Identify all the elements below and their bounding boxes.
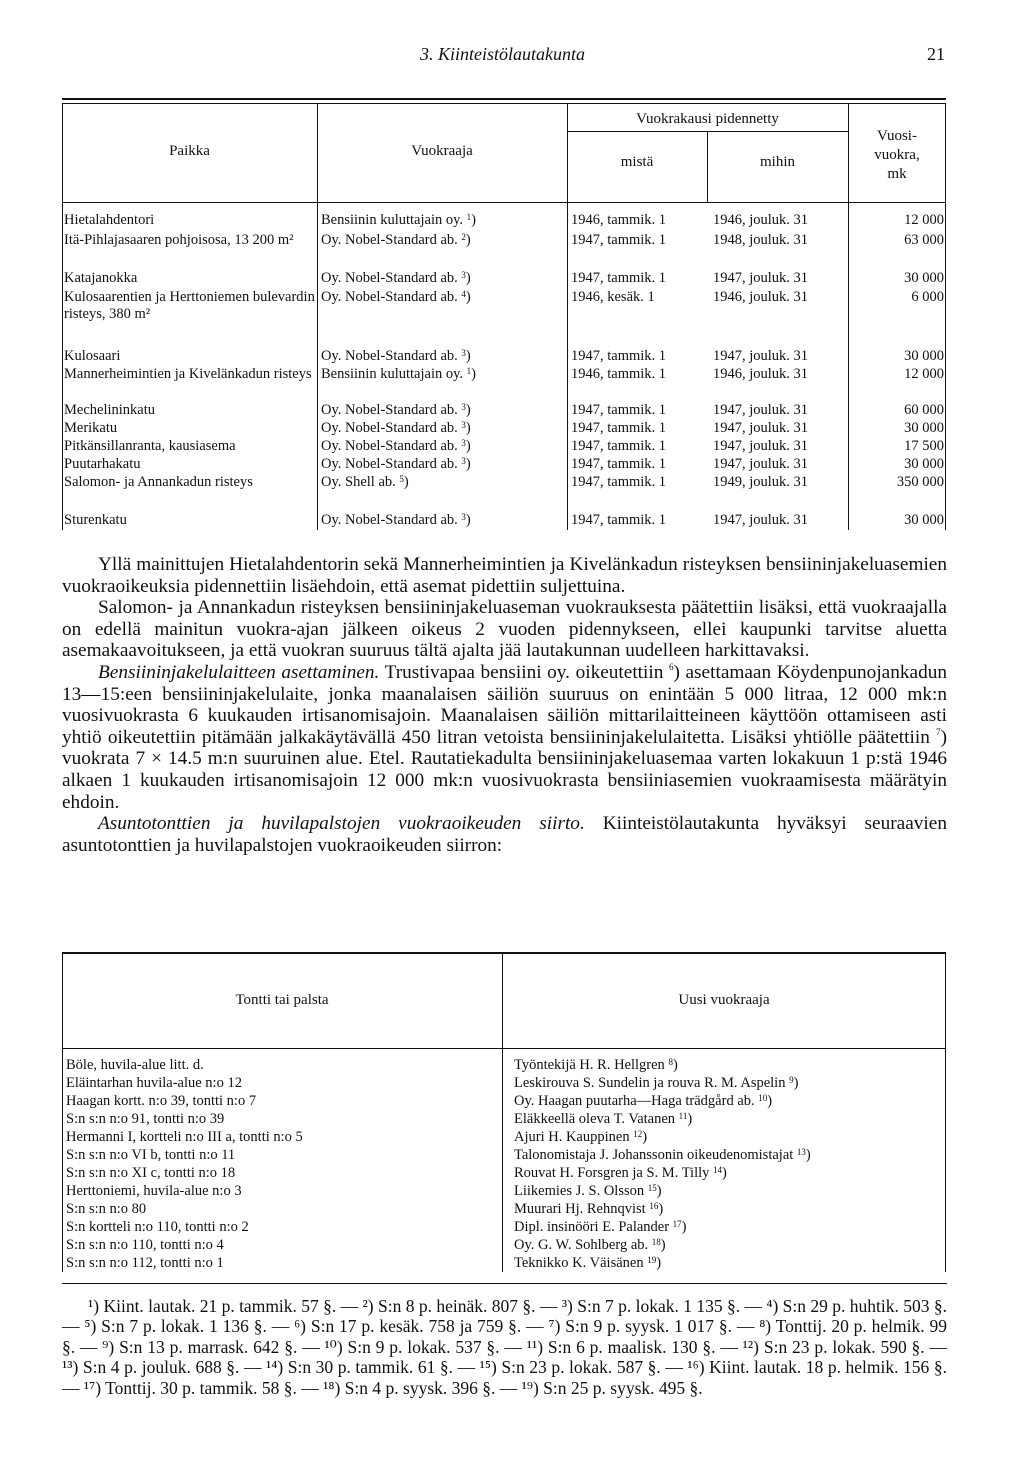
paragraph: Asuntotonttien ja huvilapalstojen vuokraoikeuden siirto. Kiinteistölautakunta hyväksyi seuraavien asuntotonttien ja huvilapalstojen vuokraoikeuden siirron: [62,813,947,856]
cell-tenant: Oy. Nobel-Standard ab. $^3$) [321,348,471,364]
cell-from: 1947, tammik. 1 [571,420,667,436]
cell-tenant: Teknikko K. Väisänen $^{19}$) [514,1255,662,1271]
cell-place: Sturenkatu [64,512,127,528]
cell-plot: Eläintarhan huvila-alue n:o 12 [66,1075,242,1091]
cell-plot: Hermanni I, kortteli n:o III a, tontti n:o 5 [66,1129,303,1145]
cell-from: 1947, tammik. 1 [571,348,667,364]
cell-rent: 12 000 [904,366,944,382]
cell-tenant: Oy. Nobel-Standard ab. $^3$) [321,402,471,418]
cell-place: Pitkänsillanranta, kausiasema [64,438,236,454]
cell-plot: S:n s:n n:o 80 [66,1201,147,1217]
cell-tenant: Talonomistaja J. Johanssonin oikeudenomistajat $^{13}$) [514,1147,811,1163]
cell-to: 1946, jouluk. 31 [713,289,809,305]
cell-tenant: Oy. Nobel-Standard ab. $^3$) [321,270,471,286]
body-text [62,554,947,856]
cell-tenant: Muurari Hj. Rehnqvist $^{16}$) [514,1201,664,1217]
cell-from: 1947, tammik. 1 [571,402,667,418]
cell-tenant: Ajuri H. Kauppinen $^{12}$) [514,1129,648,1145]
cell-plot: S:n s:n n:o 91, tontti n:o 39 [66,1111,225,1127]
cell-rent: 12 000 [904,212,944,228]
header-rent [848,127,946,184]
cell-from: 1947, tammik. 1 [571,232,667,248]
cell-to: 1947, jouluk. 31 [713,402,809,418]
paragraph: Salomon- ja Annankadun risteyksen bensiininjakeluaseman vuokrauksesta päätettiin lisäksi, että vuokraajalla on edellä mainitun vuokra-ajan jälkeen oikeus 2 vuoden pidennykseen, ellei kaupunki tarvitse aluetta asemakaavoitukseen, ja että vuokran suuruus tältä ajalta jää lautakunnan uudelleen harkittavaksi. [62,597,947,662]
cell-to: 1947, jouluk. 31 [713,348,809,364]
cell-tenant: Rouvat H. Forsgren ja S. M. Tilly $^{14}$) [514,1165,727,1181]
cell-plot: S:n s:n n:o XI c, tontti n:o 18 [66,1165,236,1181]
header-plot: Tontti tai palsta [235,992,329,1008]
footnote-separator [62,1283,947,1284]
paragraph: Bensiininjakelulaitteen asettaminen. Trustivapaa bensiini oy. oikeutettiin $^6$) asettamaan Köydenpunojankadun 13—15:een bensiininjakelulaite, jonka maanalaisen säiliön suuruus on enintään 5 000 litraa, 12 000 mk:n vuosivuokrasta 6 kuukauden irtisanomisajoin. Maanalaisen säiliön mittarilaitteineen käyttöön ottamiseen asti yhtiö oikeutettiin pitämään jalkakäytävällä 450 litran vetoista bensiininjakelulaitetta. Lisäksi yhtiölle päätettiin $^7$) vuokrata 7 × 14.5 m:n suuruinen alue. Etel. Rautatiekadulta bensiininjakeluasemaa varten lokakuun 1 p:stä 1946 alkaen 1 kuukauden irtisanomisajoin 12 000 mk:n vuosivuokrasta bensiiniasemien vuokraamisesta määrätyin ehdoin. [62,661,947,813]
header-extended: Vuokrakausi pidennetty [636,111,779,127]
cell-from: 1947, tammik. 1 [571,474,667,490]
cell-plot: S:n s:n n:o 112, tontti n:o 1 [66,1255,224,1271]
cell-tenant: Oy. Nobel-Standard ab. $^2$) [321,232,471,248]
cell-place: Salomon- ja Annankadun risteys [64,474,253,490]
section-title: 3. Kiinteistölautakunta [420,44,585,64]
cell-place: Kulosaarentien ja Herttoniemen bulevardin risteys, 380 m² [64,289,315,322]
lease-transfer-table [62,952,946,1272]
cell-rent: 30 000 [904,512,944,528]
cell-to: 1947, jouluk. 31 [713,456,809,472]
header-rent-line3: mk [887,166,907,182]
cell-place: Puutarhakatu [64,456,141,472]
header-tenant: Vuokraaja [411,143,473,159]
cell-rent: 60 000 [904,402,944,418]
cell-to: 1947, jouluk. 31 [713,270,809,286]
cell-to: 1947, jouluk. 31 [713,420,809,436]
header-rent-line1: Vuosi- [877,128,917,144]
cell-tenant: Liikemies J. S. Olsson $^{15}$) [514,1183,662,1199]
cell-to: 1948, jouluk. 31 [713,232,809,248]
lease-extension-table [62,98,946,530]
paragraph-heading: Bensiininjakelulaitteen asettaminen. [98,661,380,683]
cell-to: 1946, jouluk. 31 [713,212,809,228]
cell-place: Mannerheimintien ja Kivelänkadun risteys [64,366,312,382]
cell-from: 1947, tammik. 1 [571,512,667,528]
cell-rent: 30 000 [904,420,944,436]
cell-place: Katajanokka [64,270,138,286]
header-from: mistä [620,154,654,170]
running-header [60,44,945,68]
cell-plot: S:n s:n n:o 110, tontti n:o 4 [66,1237,224,1253]
cell-tenant: Bensiinin kuluttajain oy. $^1$) [321,366,477,382]
page-number: 21 [927,44,945,64]
cell-rent: 17 500 [904,438,944,454]
cell-plot: S:n kortteli n:o 110, tontti n:o 2 [66,1219,249,1235]
cell-place: Hietalahdentori [64,212,155,228]
cell-tenant: Oy. Nobel-Standard ab. $^3$) [321,456,471,472]
cell-plot: Böle, huvila-alue litt. d. [66,1057,204,1073]
cell-from: 1947, tammik. 1 [571,270,667,286]
footnote-text: ¹) Kiint. lautak. 21 p. tammik. 57 §. — ²) S:n 8 p. heinäk. 807 §. — ³) S:n 7 p. lokak. 1 135 §. — ⁴) S:n 29 p. huhtik. 503 §. — ⁵) S:n 7 p. lokak. 1 136 §. — ⁶) S:n 17 p. kesäk. 758 ja 759 §. — ⁷) S:n 9 p. syysk. 1 017 §. — ⁸) Tonttij. 20 p. helmik. 99 §. — ⁹) S:n 13 p. marrask. 642 §. — ¹⁰) S:n 9 p. lokak. 537 §. — ¹¹) S:n 6 p. maalisk. 130 §. — ¹²) S:n 23 p. lokak. 590 §. — ¹³) S:n 4 p. jouluk. 688 §. — ¹⁴) S:n 30 p. tammik. 61 §. — ¹⁵) S:n 23 p. lokak. 587 §. — ¹⁶) Kiint. lautak. 18 p. helmik. 156 §. — ¹⁷) Tonttij. 30 p. tammik. 58 §. — ¹⁸) S:n 4 p. syysk. 396 §. — ¹⁹) S:n 25 p. syysk. 495 §. [62,1296,947,1398]
cell-plot: Herttoniemi, huvila-alue n:o 3 [66,1183,242,1199]
cell-place: Mechelininkatu [64,402,156,418]
footnotes [62,1296,947,1398]
cell-place: Kulosaari [64,348,121,364]
cell-plot: Haagan kortt. n:o 39, tontti n:o 7 [66,1093,257,1109]
cell-tenant: Oy. Haagan puutarha—Haga trädgård ab. $^{10}$) [514,1093,773,1109]
cell-to: 1949, jouluk. 31 [713,474,809,490]
cell-place: Merikatu [64,420,118,436]
cell-rent: 6 000 [911,289,944,305]
cell-from: 1947, tammik. 1 [571,438,667,454]
cell-tenant: Oy. Shell ab. $^5$) [321,474,409,490]
cell-tenant: Oy. Nobel-Standard ab. $^3$) [321,420,471,436]
cell-rent: 30 000 [904,270,944,286]
cell-plot: S:n s:n n:o VI b, tontti n:o 11 [66,1147,236,1163]
cell-to: 1947, jouluk. 31 [713,512,809,528]
paragraph-heading: Asuntotonttien ja huvilapalstojen vuokraoikeuden siirto. [98,813,585,835]
header-rent-line2: vuokra, [874,147,920,163]
header-new-tenant: Uusi vuokraaja [678,992,770,1008]
cell-tenant: Eläkkeellä oleva T. Vatanen $^{11}$) [514,1111,693,1127]
header-to: mihin [759,154,795,170]
cell-rent: 30 000 [904,348,944,364]
cell-from: 1947, tammik. 1 [571,456,667,472]
cell-from: 1946, tammik. 1 [571,212,667,228]
cell-from: 1946, tammik. 1 [571,366,667,382]
cell-tenant: Bensiinin kuluttajain oy. $^1$) [321,212,477,228]
cell-rent: 30 000 [904,456,944,472]
cell-place: Itä-Pihlajasaaren pohjoisosa, 13 200 m² [64,232,294,248]
cell-tenant: Työntekijä H. R. Hellgren $^8$) [514,1057,678,1073]
cell-tenant: Leskirouva S. Sundelin ja rouva R. M. Aspelin $^9$) [514,1075,799,1091]
cell-rent: 63 000 [904,232,944,248]
header-place: Paikka [169,143,210,159]
cell-tenant: Oy. Nobel-Standard ab. $^3$) [321,438,471,454]
cell-rent: 350 000 [896,474,944,490]
cell-tenant: Dipl. insinööri E. Palander $^{17}$) [514,1219,687,1235]
cell-tenant: Oy. Nobel-Standard ab. $^4$) [321,289,471,305]
cell-tenant: Oy. Nobel-Standard ab. $^3$) [321,512,471,528]
cell-from: 1946, kesäk. 1 [571,289,655,305]
cell-to: 1947, jouluk. 31 [713,438,809,454]
cell-to: 1946, jouluk. 31 [713,366,809,382]
cell-tenant: Oy. G. W. Sohlberg ab. $^{18}$) [514,1237,666,1253]
paragraph: Yllä mainittujen Hietalahdentorin sekä Mannerheimintien ja Kivelänkadun risteyksen bensiininjakeluasemien vuokraoikeuksia pidennettiin lisäehdoin, että asemat pidettiin suljettuina. [62,554,947,597]
